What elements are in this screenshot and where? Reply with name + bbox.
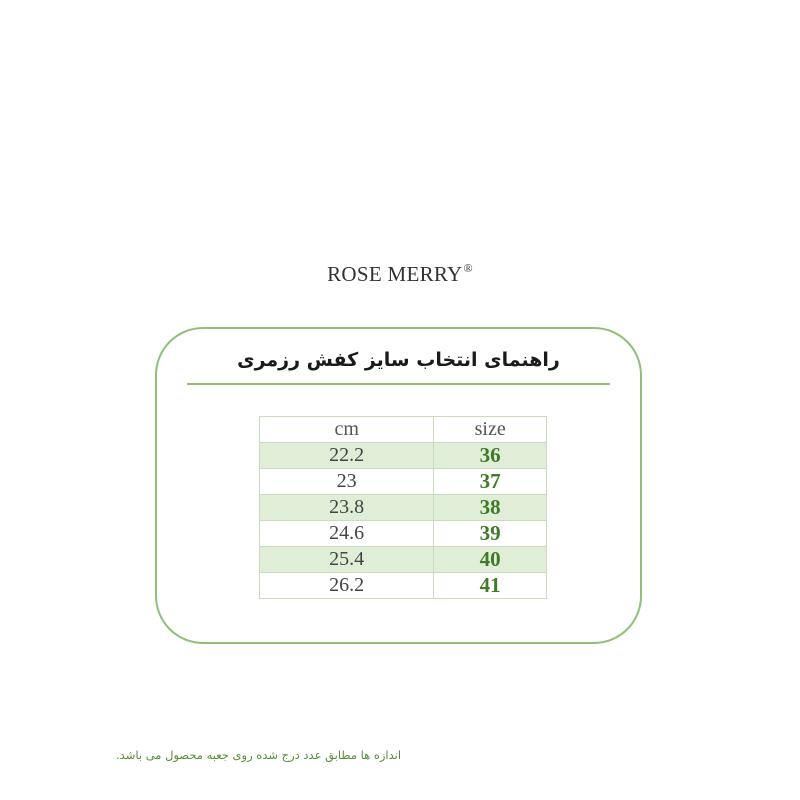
cell-cm: 22.2 [260, 442, 434, 468]
cell-size: 38 [434, 494, 547, 520]
title-divider [187, 383, 610, 385]
cell-size: 41 [434, 572, 547, 598]
table-row [260, 468, 547, 494]
cell-cm: 24.6 [260, 520, 434, 546]
header-size: size [434, 417, 547, 443]
brand-logo [0, 262, 800, 287]
cell-cm: 25.4 [260, 546, 434, 572]
cell-cm: 26.2 [260, 572, 434, 598]
header-cm: cm [260, 417, 434, 443]
registered-mark: ® [463, 261, 473, 275]
cell-size: 37 [434, 468, 547, 494]
size-table [259, 416, 547, 599]
table-header-row [260, 417, 547, 443]
brand-name: ROSE MERRY [327, 262, 463, 286]
table-row [260, 494, 547, 520]
size-guide-card [155, 327, 642, 644]
cell-cm: 23.8 [260, 494, 434, 520]
table-row [260, 572, 547, 598]
size-guide-title: راهنمای انتخاب سایز کفش رزمری [237, 349, 560, 371]
cell-size: 40 [434, 546, 547, 572]
cell-size: 39 [434, 520, 547, 546]
cell-cm: 23 [260, 468, 434, 494]
table-row [260, 520, 547, 546]
cell-size: 36 [434, 442, 547, 468]
table-row [260, 442, 547, 468]
table-row [260, 546, 547, 572]
size-footnote: اندازه ها مطابق عدد درج شده روی جعبه محصول می باشد. [116, 748, 402, 762]
